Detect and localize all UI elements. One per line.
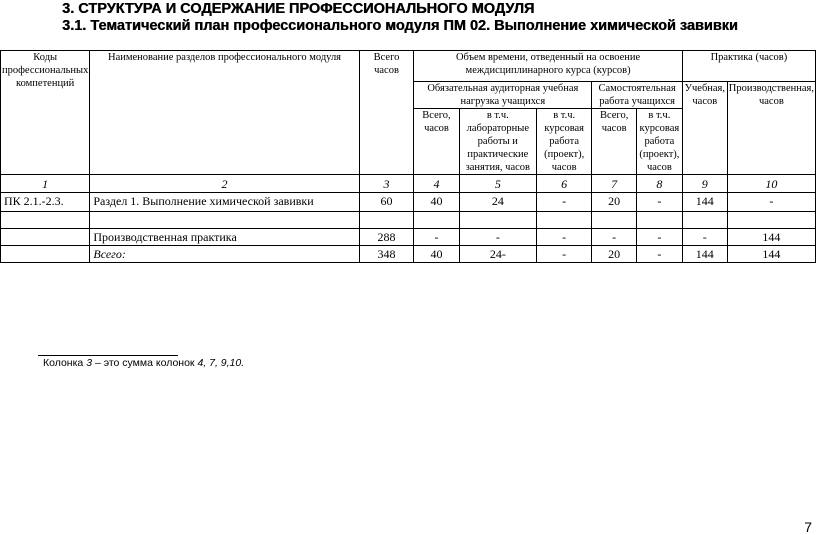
header-mandatory: Обязательная аудиторная учебная нагрузка учащихся — [414, 82, 592, 109]
cell-educational: - — [682, 229, 727, 246]
table-row — [1, 229, 816, 246]
cell-m-total: - — [414, 229, 459, 246]
column-number: 6 — [537, 175, 592, 193]
cell-m-total: 40 — [414, 193, 459, 212]
cell-s-total: 20 — [592, 193, 637, 212]
column-number: 4 — [414, 175, 459, 193]
footnote — [43, 357, 244, 369]
cell-m-labs: - — [459, 229, 536, 246]
cell-name: Производственная практика — [90, 229, 359, 246]
table-row-total — [1, 246, 816, 263]
cell-educational: 144 — [682, 193, 727, 212]
footnote-separator — [38, 355, 178, 356]
subsection-title: 3.1. Тематический план профессионального модуля ПМ 02. Выполнение химической завивки — [62, 18, 738, 34]
header-m-labs: в т.ч. лабораторные работы и практические занятия, часов — [459, 109, 536, 175]
header-educational: Учебная, часов — [682, 82, 727, 175]
header-total: Всего часов — [359, 51, 414, 175]
cell-s-course: - — [636, 193, 682, 212]
page-number: 7 — [804, 519, 812, 535]
cell-m-total: 40 — [414, 246, 459, 263]
header-independent: Самостоятельная работа учащихся — [592, 82, 682, 109]
column-number: 5 — [459, 175, 536, 193]
cell-code: ПК 2.1.-2.3. — [1, 193, 90, 212]
cell-m-course: - — [537, 229, 592, 246]
cell-m-labs: 24- — [459, 246, 536, 263]
header-s-course: в т.ч. курсовая работа (проект), часов — [636, 109, 682, 175]
footnote-columns: 4, 7, 9,10. — [197, 357, 245, 369]
section-title: 3. СТРУКТУРА И СОДЕРЖАНИЕ ПРОФЕССИОНАЛЬНОГО МОДУЛЯ — [62, 1, 535, 17]
cell-production: - — [727, 193, 815, 212]
cell-m-course: - — [537, 246, 592, 263]
cell-total: 348 — [359, 246, 414, 263]
table-row — [1, 193, 816, 212]
headings — [62, 1, 738, 35]
column-number: 2 — [90, 175, 359, 193]
cell-educational: 144 — [682, 246, 727, 263]
cell-s-course: - — [636, 246, 682, 263]
cell-name: Раздел 1. Выполнение химической завивки — [90, 193, 359, 212]
footnote-prefix: Колонка — [43, 357, 87, 369]
cell-s-total: 20 — [592, 246, 637, 263]
cell-name: Всего: — [90, 246, 359, 263]
cell-s-course: - — [636, 229, 682, 246]
cell-m-labs: 24 — [459, 193, 536, 212]
column-number: 10 — [727, 175, 815, 193]
cell-code — [1, 229, 90, 246]
header-s-total: Всего, часов — [592, 109, 637, 175]
column-number: 8 — [636, 175, 682, 193]
header-time-volume: Объем времени, отведенный на освоение междисциплинарного курса (курсов) — [414, 51, 682, 82]
cell-production: 144 — [727, 246, 815, 263]
header-m-course: в т.ч. курсовая работа (проект), часов — [537, 109, 592, 175]
column-number: 9 — [682, 175, 727, 193]
header-practice: Практика (часов) — [682, 51, 815, 82]
cell-total: 60 — [359, 193, 414, 212]
footnote-column: 3 — [86, 357, 93, 369]
column-number: 1 — [1, 175, 90, 193]
header-codes: Коды профессиональных компетенций — [1, 51, 90, 175]
cell-code — [1, 246, 90, 263]
column-number: 7 — [592, 175, 637, 193]
cell-m-course: - — [537, 193, 592, 212]
footnote-middle: – это сумма колонок — [92, 357, 198, 369]
column-number: 3 — [359, 175, 414, 193]
header-production: Производственная, часов — [727, 82, 815, 175]
cell-total: 288 — [359, 229, 414, 246]
header-names: Наименование разделов профессионального модуля — [90, 51, 359, 175]
header-m-total: Всего, часов — [414, 109, 459, 175]
cell-s-total: - — [592, 229, 637, 246]
cell-production: 144 — [727, 229, 815, 246]
thematic-plan-table — [0, 50, 816, 263]
table-row-empty — [1, 212, 816, 229]
